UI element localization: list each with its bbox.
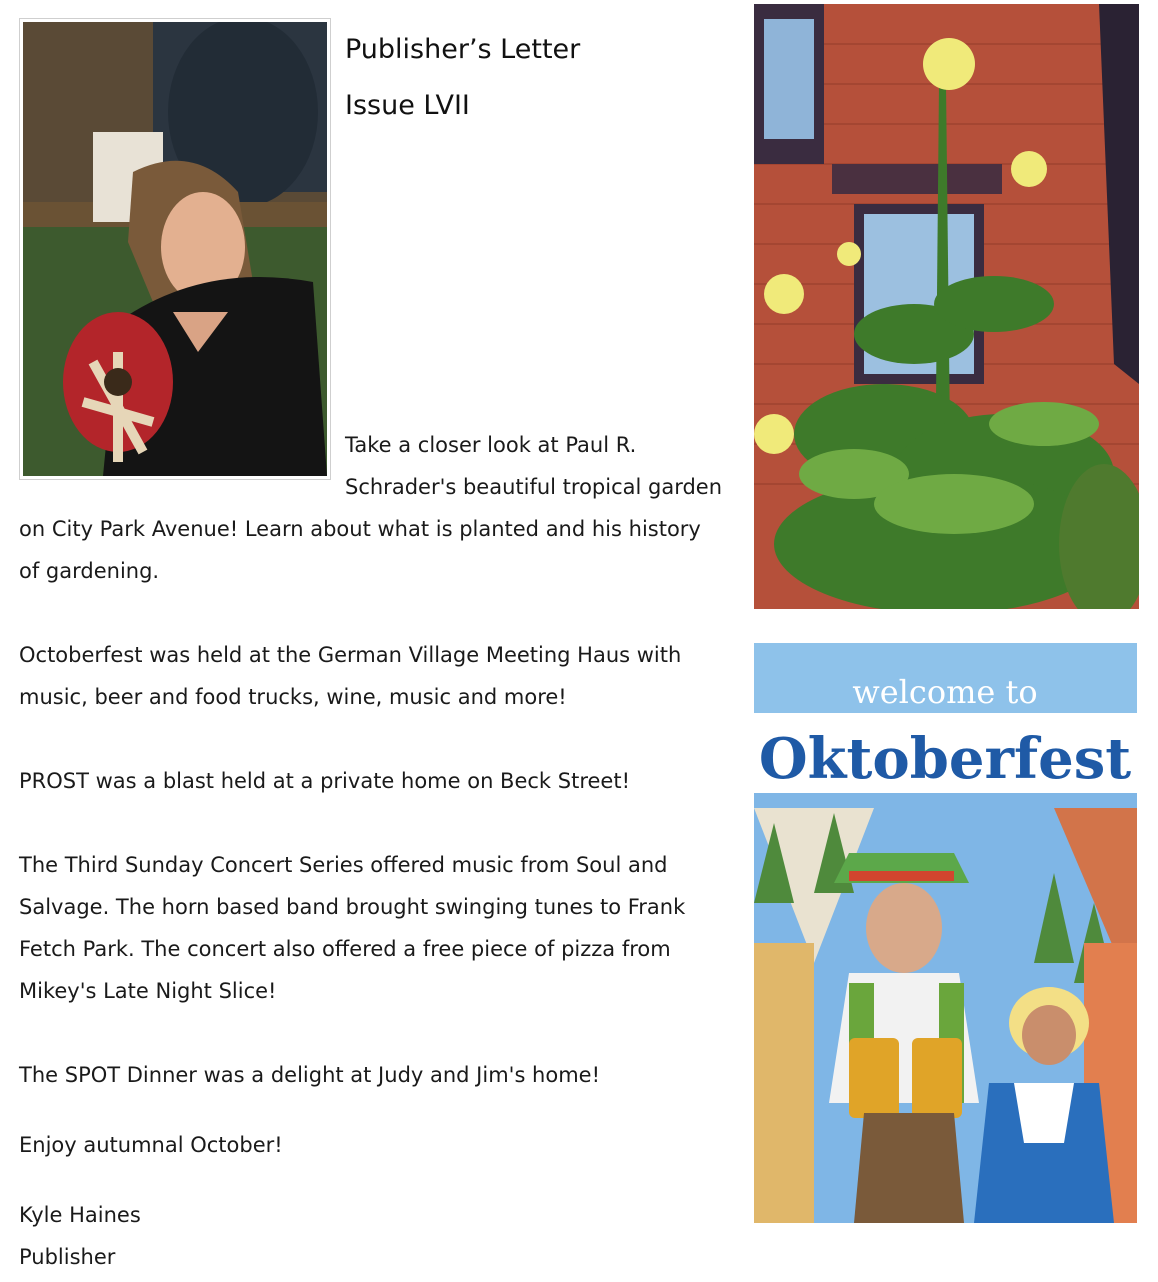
signature-name: Kyle Haines — [19, 1203, 141, 1227]
closing-paragraph: Enjoy autumnal October! — [19, 1133, 283, 1157]
hollyhock-garden-photo — [754, 4, 1139, 609]
publishers-letter — [19, 18, 725, 1278]
garden-paragraph: Take a closer look at Paul R. Schrader's beautiful tropical garden on City Park Avenue! Learn about what is planted and his history of gardening. — [19, 433, 723, 583]
signature-title: Publisher — [19, 1245, 116, 1269]
concert-paragraph: The Third Sunday Concert Series offered music from Soul and Salvage. The horn based band brought swinging tunes to Frank Fetch Park. The concert also offered a free piece of pizza from Mikey's Late Night Slice! — [19, 853, 686, 1003]
octoberfest-paragraph: Octoberfest was held at the German Village Meeting Haus with music, beer and food trucks, wine, music and more! — [19, 643, 682, 709]
prost-paragraph: PROST was a blast held at a private home on Beck Street! — [19, 769, 630, 793]
page-title: Publisher’s Letter — [345, 34, 581, 65]
spot-dinner-paragraph: The SPOT Dinner was a delight at Judy and Jim's home! — [19, 1063, 601, 1087]
issue-number: Issue LVII — [345, 90, 470, 121]
oktoberfest-banner-photo — [754, 643, 1137, 1223]
publisher-portrait-photo — [19, 18, 331, 480]
oktoberfest-title: Oktoberfest — [758, 726, 1132, 792]
welcome-text: welcome to — [852, 673, 1038, 711]
